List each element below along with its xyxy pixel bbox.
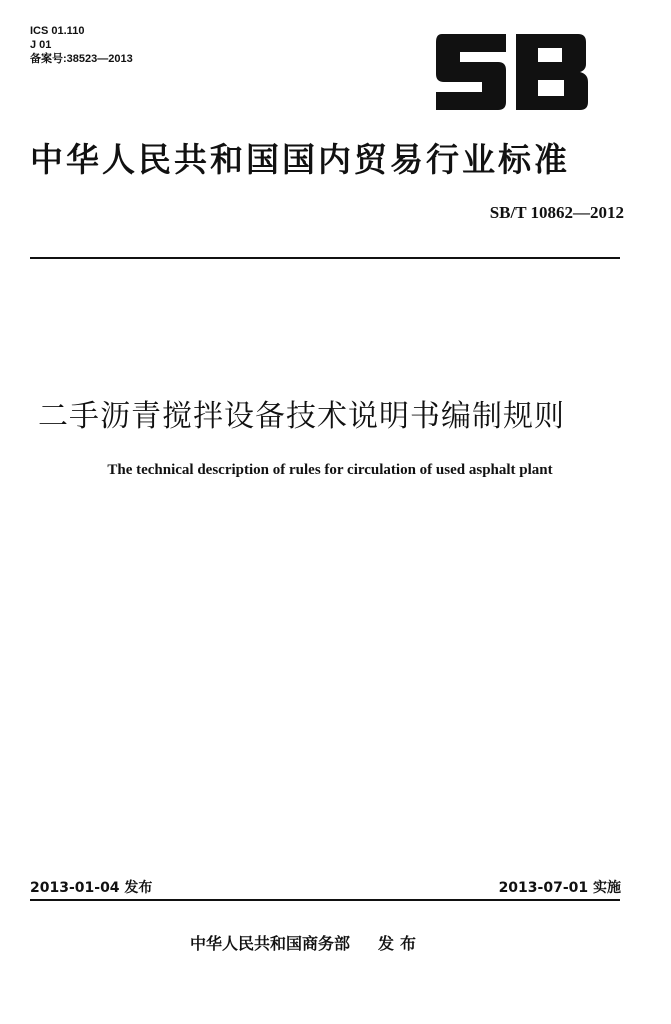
issuer-title: 中华人民共和国国内贸易行业标准 — [30, 140, 570, 179]
document-title-en: The technical description of rules for circulation of used asphalt plant — [107, 462, 553, 478]
publisher-line — [190, 931, 422, 954]
bottom-divider — [30, 899, 620, 901]
publisher-action: 发布 — [378, 934, 423, 953]
standard-number: SB/T 10862—2012 — [489, 203, 624, 222]
record-number: 备案号:38523—2013 — [30, 53, 133, 65]
classification-block — [30, 24, 133, 66]
implementation-date: 2013-07-01 实施 — [498, 880, 621, 896]
top-divider — [30, 257, 620, 259]
issue-date: 2013-01-04 发布 — [30, 880, 153, 896]
publisher-name: 中华人民共和国商务部 — [190, 934, 351, 953]
ics-code: ICS 01.110 — [30, 25, 85, 37]
sb-logo — [436, 34, 588, 110]
category-code: J 01 — [30, 39, 52, 51]
document-title-zh: 二手沥青搅拌设备技术说明书编制规则 — [38, 399, 565, 434]
